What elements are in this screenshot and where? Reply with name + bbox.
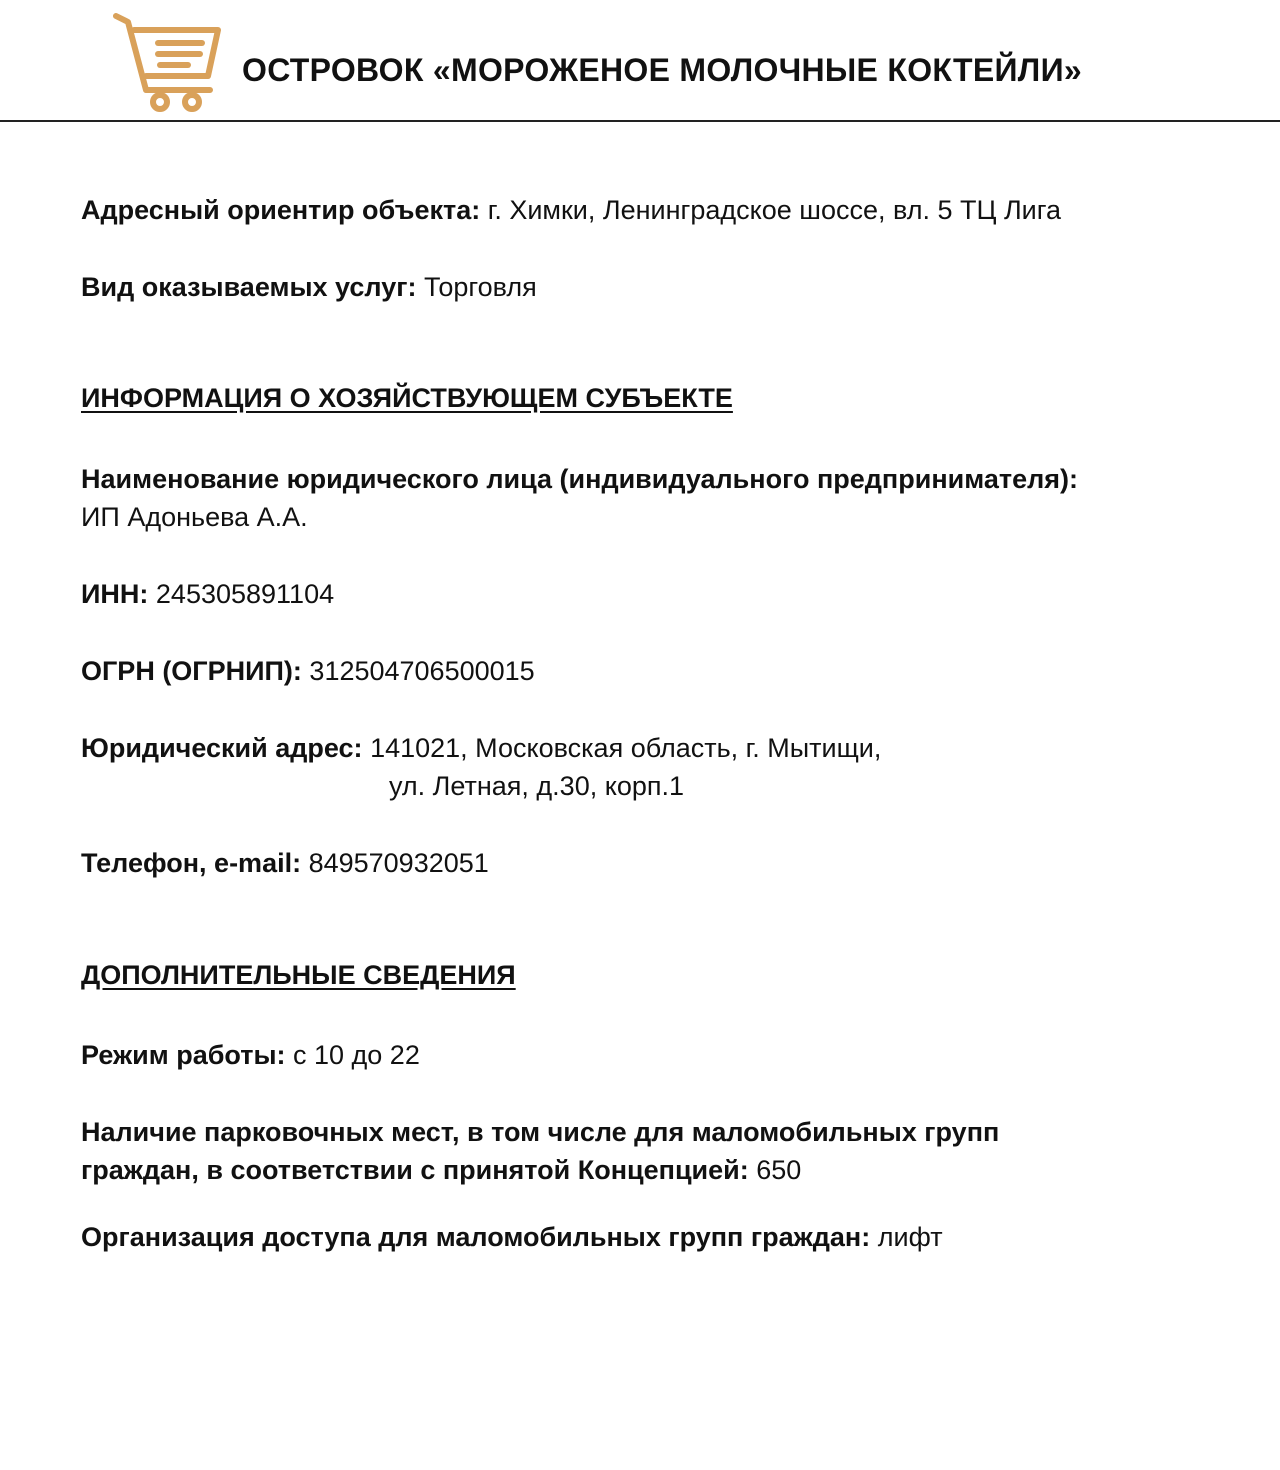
ogrn-value: 312504706500015: [301, 656, 535, 686]
legal-address-row: [81, 729, 881, 767]
inn-value: 245305891104: [148, 579, 335, 609]
contact-label: Телефон, e-mail:: [81, 848, 302, 878]
hours-row: [81, 1036, 420, 1074]
page-title: ОСТРОВОК «МОРОЖЕНОЕ МОЛОЧНЫЕ КОКТЕЙЛИ»: [242, 52, 1082, 88]
hours-value: с 10 до 22: [285, 1040, 420, 1070]
parking-row-line2: [81, 1151, 801, 1189]
page-header: [0, 0, 1280, 122]
header-divider: [0, 120, 1280, 122]
parking-label-line1: Наличие парковочных мест, в том числе для маломобильных групп: [81, 1117, 1000, 1147]
access-value: лифт: [870, 1222, 943, 1252]
parking-value: 650: [748, 1155, 802, 1185]
entity-section-heading: ИНФОРМАЦИЯ О ХОЗЯЙСТВУЮЩЕМ СУБЪЕКТЕ: [81, 383, 733, 413]
legal-address-label: Юридический адрес:: [81, 733, 363, 763]
inn-label: ИНН:: [81, 579, 149, 609]
shopping-cart-icon: [110, 10, 226, 114]
inn-row: [81, 575, 334, 613]
service-value: Торговля: [416, 272, 537, 302]
ogrn-label: ОГРН (ОГРНИП):: [81, 656, 302, 686]
access-label: Организация доступа для маломобильных групп граждан:: [81, 1222, 871, 1252]
contact-row: [81, 844, 489, 882]
entity-name-label-text: Наименование юридического лица (индивидуального предпринимателя):: [81, 464, 1078, 494]
address-value: г. Химки, Ленинградское шоссе, вл. 5 ТЦ Лига: [480, 195, 1062, 225]
hours-label: Режим работы:: [81, 1040, 286, 1070]
parking-row-line1: [81, 1113, 999, 1151]
parking-label-line2: граждан, в соответствии с принятой Концепцией:: [81, 1155, 749, 1185]
entity-name-value: ИП Адоньева А.А.: [81, 502, 308, 532]
ogrn-row: [81, 652, 535, 690]
address-row: [81, 191, 1061, 229]
service-label: Вид оказываемых услуг:: [81, 272, 417, 302]
additional-section-heading: ДОПОЛНИТЕЛЬНЫЕ СВЕДЕНИЯ: [81, 960, 516, 990]
contact-value: 849570932051: [301, 848, 489, 878]
legal-address-line1: 141021, Московская область, г. Мытищи,: [362, 733, 882, 763]
legal-address-line2: ул. Летная, д.30, корп.1: [389, 771, 684, 801]
access-row: [81, 1218, 943, 1256]
service-row: [81, 268, 537, 306]
address-label: Адресный ориентир объекта:: [81, 195, 481, 225]
entity-name-label: [81, 460, 1078, 498]
